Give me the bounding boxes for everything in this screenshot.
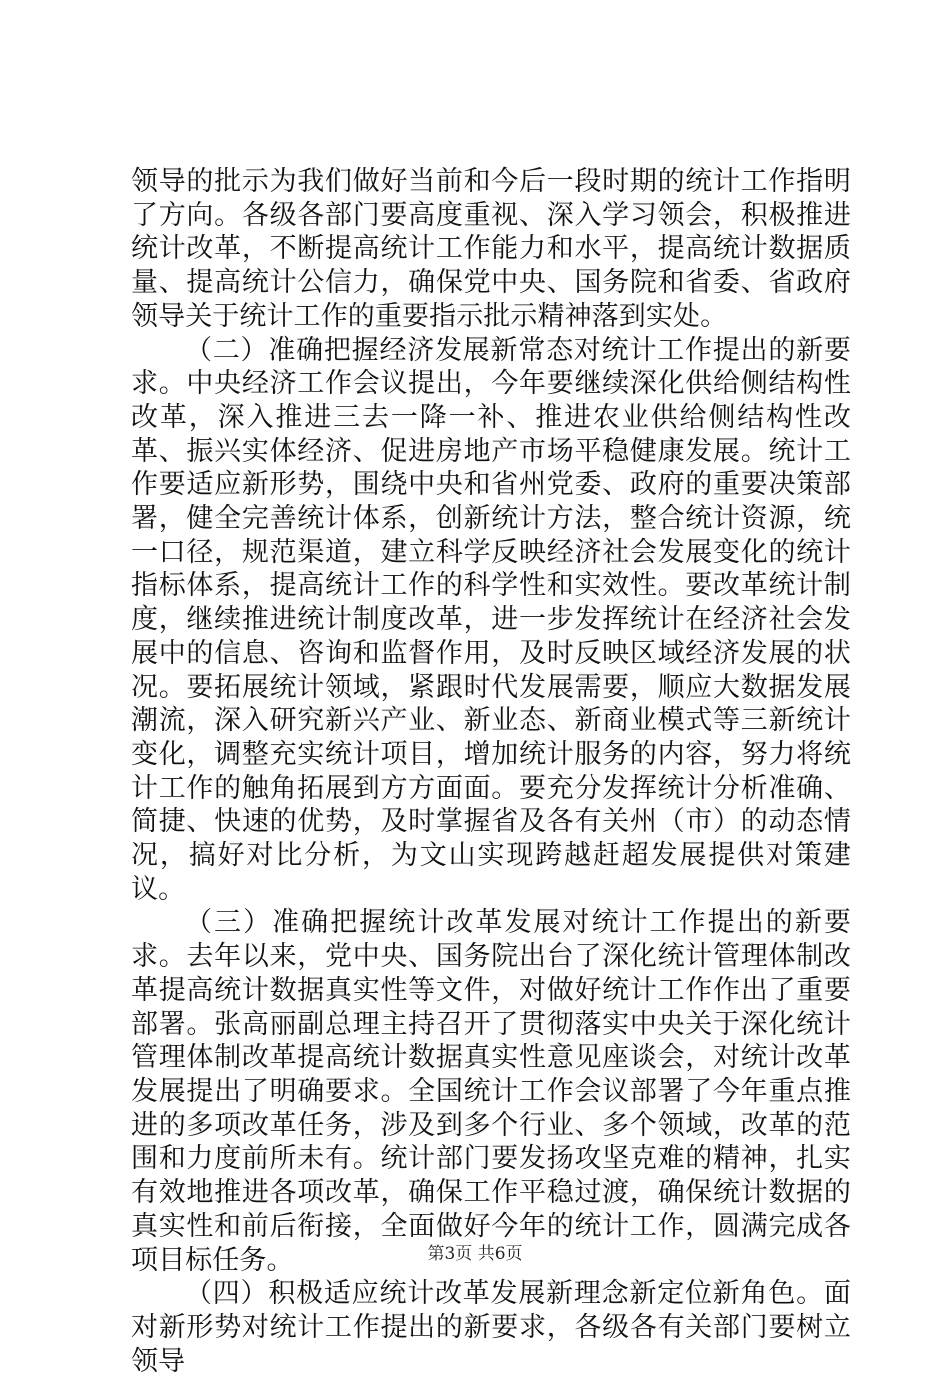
paragraph-section-3: （三）准确把握统计改革发展对统计工作提出的新要求。去年以来，党中央、国务院出台了深化统计管理体制改革提高统计数据真实性等文件，对做好统计工作作出了重要部署。张高丽副总理主持召开了贯彻落实中央关于深化统计管理体制改革提高统计数据真实性意见座谈会，对统计改革发展提出了明确要求。全国统计工作会议部署了今年重点推进的多项改革任务，涉及到多个行业、多个领域，改革的范围和力度前所未有。统计部门要发扬攻坚克难的精神，扎实有效地推进各项改革，确保工作平稳过渡，确保统计数据的真实性和前后衔接，全面做好今年的统计工作，圆满完成各项目标任务。 bbox=[131, 907, 851, 1276]
page-footer: 第3页 共6页 bbox=[427, 1244, 523, 1264]
paragraph-section-4: （四）积极适应统计改革发展新理念新定位新角色。面对新形势对统计工作提出的新要求，各级各有关部门要树立领导 bbox=[131, 1278, 851, 1377]
document-body bbox=[131, 165, 851, 1378]
paragraph-continuation: 领导的批示为我们做好当前和今后一段时期的统计工作指明了方向。各级各部门要高度重视、深入学习领会，积极推进统计改革，不断提高统计工作能力和水平，提高统计数据质量、提高统计公信力，确保党中央、国务院和省委、省政府领导关于统计工作的重要指示批示精神落到实处。 bbox=[131, 166, 851, 332]
paragraph-section-2: （二）准确把握经济发展新常态对统计工作提出的新要求。中央经济工作会议提出，今年要继续深化供给侧结构性改革，深入推进三去一降一补、推进农业供给侧结构性改革、振兴实体经济、促进房地产市场平稳健康发展。统计工作要适应新形势，围绕中央和省州党委、政府的重要决策部署，健全完善统计体系，创新统计方法，整合统计资源，统一口径，规范渠道，建立科学反映经济社会发展变化的统计指标体系，提高统计工作的科学性和实效性。要改革统计制度，继续推进统计制度改革，进一步发挥统计在经济社会发展中的信息、咨询和监督作用，及时反映区域经济发展的状况。要拓展统计领域，紧跟时代发展需要，顺应大数据发展潮流，深入研究新兴产业、新业态、新商业模式等三新统计变化，调整充实统计项目，增加统计服务的内容，努力将统计工作的触角拓展到方方面面。要充分发挥统计分析准确、简捷、快速的优势，及时掌握省及各有关州（市）的动态情况，搞好对比分析，为文山实现跨越赶超发展提供对策建议。 bbox=[131, 334, 851, 905]
